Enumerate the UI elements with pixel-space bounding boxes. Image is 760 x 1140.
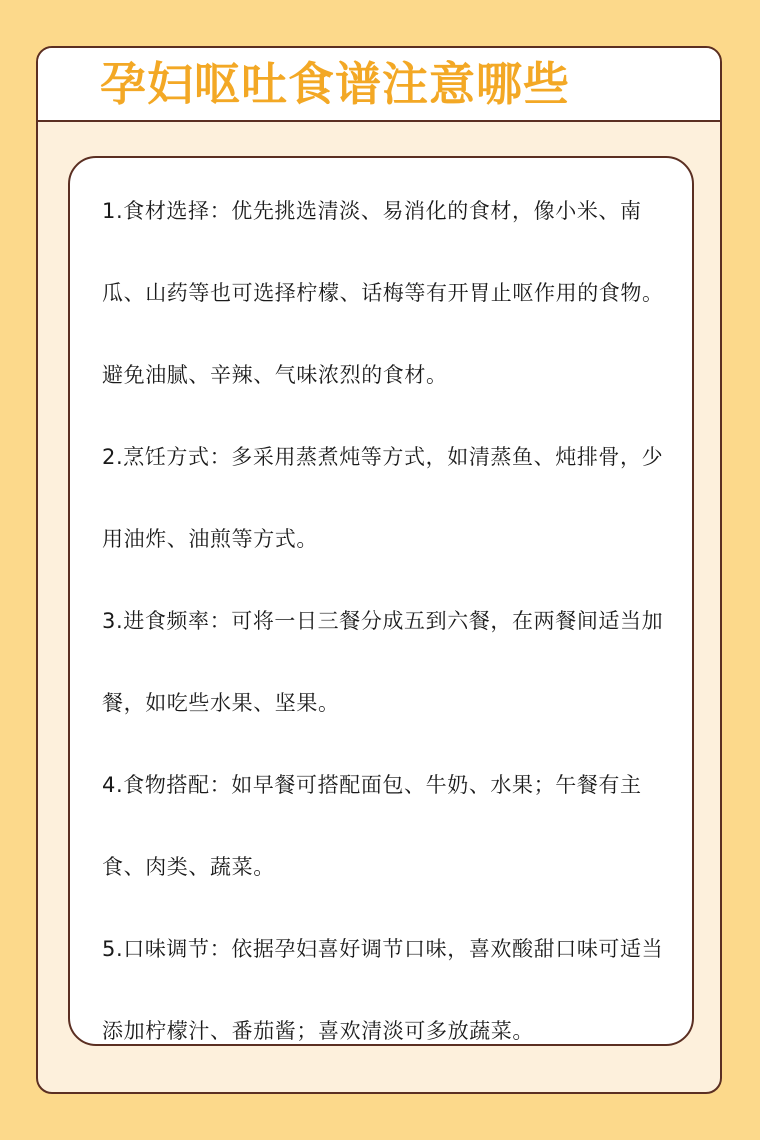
title-bar (38, 48, 720, 122)
section-ingredients: 1.食材选择：优先挑选清淡、易消化的食材，像小米、南瓜、山药等也可选择柠檬、话梅等有开胃止呕作用的食物。避免油腻、辛辣、气味浓烈的食材。 (102, 199, 664, 387)
page-title: 孕妇呕吐食谱注意哪些 (100, 57, 570, 111)
section-taste-adjustment: 5.口味调节：依据孕妇喜好调节口味，喜欢酸甜口味可适当添加柠檬汁、番茄酱；喜欢清淡可多放蔬菜。 (102, 937, 664, 1043)
section-meal-frequency: 3.进食频率：可将一日三餐分成五到六餐，在两餐间适当加餐，如吃些水果、坚果。 (102, 609, 664, 715)
section-food-pairing: 4.食物搭配：如早餐可搭配面包、牛奶、水果；午餐有主食、肉类、蔬菜。 (102, 773, 642, 879)
outer-card (36, 46, 722, 1094)
content-card (68, 156, 694, 1046)
content-text (102, 170, 672, 1046)
section-cooking-method: 2.烹饪方式：多采用蒸煮炖等方式，如清蒸鱼、炖排骨，少用油炸、油煎等方式。 (102, 445, 664, 551)
